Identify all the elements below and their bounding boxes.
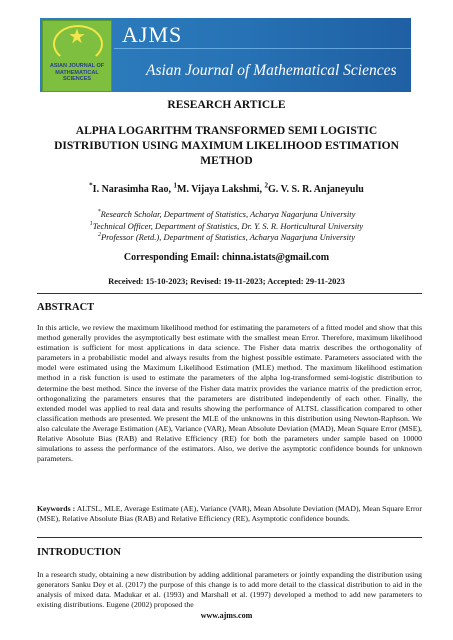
author-name: G. V. S. R. Anjaneyulu: [268, 184, 364, 195]
journal-logo: [42, 20, 112, 92]
introduction-heading: INTRODUCTION: [37, 547, 122, 558]
affiliation-list: [0, 209, 453, 244]
divider: [37, 293, 422, 294]
keywords: [37, 504, 422, 524]
banner-stripe: [114, 48, 411, 49]
author-sup: 1: [173, 181, 178, 190]
divider: [37, 537, 422, 538]
footer-url[interactable]: www.ajms.com: [200, 611, 253, 620]
logo-text: ASIAN JOURNAL OF MATHEMATICAL SCIENCES: [49, 63, 105, 82]
abstract-heading: ABSTRACT: [37, 302, 95, 313]
author-name: I. Narasimha Rao,: [92, 184, 172, 195]
author-sup: 2: [264, 181, 269, 190]
paper-title: ALPHA LOGARITHM TRANSFORMED SEMI LOGISTIC DISTRIBUTION USING MAXIMUM LIKELIHOOD ESTIMATION METHOD: [54, 125, 399, 167]
introduction-text: In a research study, obtaining a new distribution by adding additional parameters or jointly expanding the distribution using generators Sanku Dey et al. (2017) the purpose of this change is to add more detail to the classical distribution to aid in the analysis of mixed data. Madukar et al. (1993) and Marshall et al. (1997) developed a method to add new parameters to existing distributions. Eugene (2002) proposed the: [37, 570, 422, 610]
affiliation-text: Professor (Retd.), Department of Statistics, Acharya Nagarjuna University: [100, 232, 355, 242]
article-dates: Received: 15-10-2023; Revised: 19-11-2023; Accepted: 29-11-2023: [108, 276, 345, 286]
keywords-label: Keywords :: [37, 504, 76, 513]
affiliation: [0, 209, 453, 221]
author-sup: *: [89, 181, 93, 190]
author-name: M. Vijaya Lakshmi,: [177, 184, 263, 195]
affiliation-text: Research Scholar, Department of Statistics, Acharya Nagarjuna University: [100, 209, 356, 219]
keywords-text: ALTSL, MLE, Average Estimate (AE), Variance (VAR), Mean Absolute Deviation (MAD), Mean Square Error (MSE), Relative Absolute Bias (RAB) and Relative Efficiency (RE), Asymptotic confidence bounds.: [37, 504, 423, 524]
affiliation: [0, 232, 453, 244]
affiliation-sup: 1: [89, 220, 93, 227]
affiliation-text: Technical Officer, Department of Statistics, Dr. Y. S. R. Horticultural University: [92, 220, 364, 231]
journal-name: Asian Journal of Mathematical Sciences: [146, 62, 397, 79]
affiliation-sup: 2: [98, 232, 101, 239]
affiliation: [0, 221, 453, 233]
abstract-text: In this article, we review the maximum likelihood method for estimating the parameters of a fitted model and show that this method generally provides the asymptotically best estimate with the smallest mean Error. Therefore, maximum likelihood estimation is sufficient for most applications in data science. The Fisher data matrix describes the orthogonality of parameters in a probabilistic model and always results from the highest possible estimate. Parameters associated with the model were estimated using the Maximum Likelihood Estimation (MLE) method. The maximum likelihood estimation method in a risk function is used to estimate the parameters of the alpha log-transformed semi-logistic distribution to determine the best method. Since the inverse of the Fisher data matrix provides the variance matrix of the prediction error, orthogonalizing the parameters ensures that the parameters are distributed independently of each other. Finally, the extended model was applied to real data and results showing the performance of ALTSL classification compared to other classification methods are presented. We present the MLE of the unknowns in this distribution using Newton-Raphson. We also calculate the Average Estimation (AE), Variance (VAR), Mean Absolute Deviation (MAD), Mean Square Error (MSE), Relative Absolute Bias (RAB) and Relative Efficiency (RE) for both the parameters under sample based on 10000 simulations to assess the performance of the estimators. Also, we derive the asymptotic confidence bounds for unknown parameters.: [37, 323, 422, 464]
star-icon: ★: [68, 26, 86, 48]
affiliation-sup: *: [97, 209, 101, 216]
journal-banner: [40, 18, 411, 92]
journal-abbrev: AJMS: [122, 22, 183, 47]
corresponding-email: Corresponding Email: chinna.istats@gmail.com: [123, 252, 330, 263]
author-list: [0, 181, 453, 195]
article-type: RESEARCH ARTICLE: [167, 99, 286, 111]
